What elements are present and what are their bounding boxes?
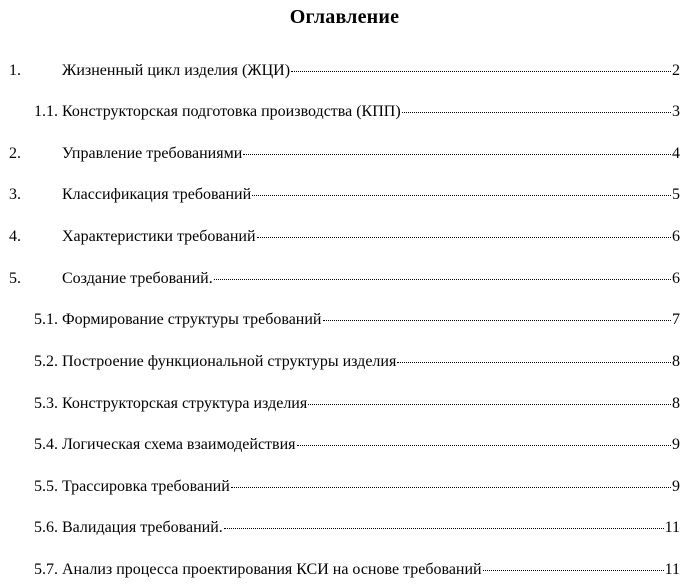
toc-entry-text: Анализ процесса проектирования КСИ на основе требований <box>62 561 482 578</box>
toc-entry-number: 4. <box>9 228 21 245</box>
toc-entry-number: 5.6. <box>34 519 58 536</box>
page-title: Оглавление <box>289 6 400 28</box>
toc-entry-5-1[interactable] <box>0 309 689 331</box>
toc-entry-page: 5 <box>672 186 680 203</box>
dot-leader <box>224 527 664 529</box>
toc-entry-text: Конструкторская подготовка производства (КПП) <box>62 103 401 120</box>
toc-entry-5-7[interactable] <box>0 559 689 581</box>
toc-entry-page: 11 <box>664 519 680 536</box>
dot-leader <box>308 403 671 405</box>
toc-entry-page: 7 <box>672 311 680 328</box>
toc-entry-number: 5.2. <box>34 353 58 370</box>
toc-entry-1[interactable] <box>0 60 689 82</box>
dot-leader <box>297 444 671 446</box>
toc-entry-5-2[interactable] <box>0 351 689 373</box>
toc-entry-text: Характеристики требований <box>62 228 256 245</box>
toc-entry-page: 11 <box>664 561 680 578</box>
toc-entry-number: 5. <box>9 270 21 287</box>
dot-leader <box>243 153 671 155</box>
toc-entry-text: Управление требованиями <box>62 145 243 162</box>
toc-entry-5-6[interactable] <box>0 517 689 539</box>
toc-entry-1-1[interactable] <box>0 101 689 123</box>
toc-entry-page: 9 <box>672 436 680 453</box>
dot-leader <box>291 70 671 72</box>
toc-entry-number: 5.4. <box>34 436 58 453</box>
toc-entry-page: 3 <box>672 103 680 120</box>
toc-entry-text: Конструкторская структура изделия <box>62 395 308 412</box>
toc-entry-number: 2. <box>9 145 21 162</box>
dot-leader <box>323 319 672 321</box>
toc-entry-text: Валидация требований. <box>62 519 223 536</box>
toc-entry-page: 4 <box>672 145 680 162</box>
toc-entry-number: 5.5. <box>34 478 58 495</box>
dot-leader <box>402 111 671 113</box>
toc-entry-number: 5.7. <box>34 561 58 578</box>
toc-entry-number: 1. <box>9 62 21 79</box>
dot-leader <box>214 278 671 280</box>
toc-entry-text: Формирование структуры требований <box>62 311 322 328</box>
toc-entry-number: 1.1. <box>34 103 58 120</box>
toc-entry-number: 5.1. <box>34 311 58 328</box>
toc-entry-page: 6 <box>672 270 680 287</box>
toc-entry-text: Создание требований. <box>62 270 213 287</box>
toc-entry-5-4[interactable] <box>0 434 689 456</box>
toc-entry-page: 8 <box>672 353 680 370</box>
toc-entry-page: 2 <box>672 62 680 79</box>
dot-leader <box>257 236 671 238</box>
toc-entry-5-3[interactable] <box>0 393 689 415</box>
dot-leader <box>483 569 664 571</box>
dot-leader <box>397 361 671 363</box>
toc-entry-number: 5.3. <box>34 395 58 412</box>
toc-entry-4[interactable] <box>0 226 689 248</box>
toc-entry-page: 8 <box>672 395 680 412</box>
dot-leader <box>231 486 671 488</box>
toc-entry-2[interactable] <box>0 143 689 165</box>
toc-entry-page: 6 <box>672 228 680 245</box>
dot-leader <box>252 194 671 196</box>
toc-entry-text: Классификация требований <box>62 186 252 203</box>
toc-entry-text: Жизненный цикл изделия (ЖЦИ) <box>62 62 291 79</box>
toc-entry-3[interactable] <box>0 184 689 206</box>
toc-entry-text: Построение функциональной структуры изделия <box>62 353 397 370</box>
toc-entry-text: Трассировка требований <box>62 478 230 495</box>
toc-entry-5[interactable] <box>0 268 689 290</box>
toc-entry-5-5[interactable] <box>0 476 689 498</box>
toc-entry-page: 9 <box>672 478 680 495</box>
toc-entry-number: 3. <box>9 186 21 203</box>
toc-entry-text: Логическая схема взаимодействия <box>62 436 296 453</box>
